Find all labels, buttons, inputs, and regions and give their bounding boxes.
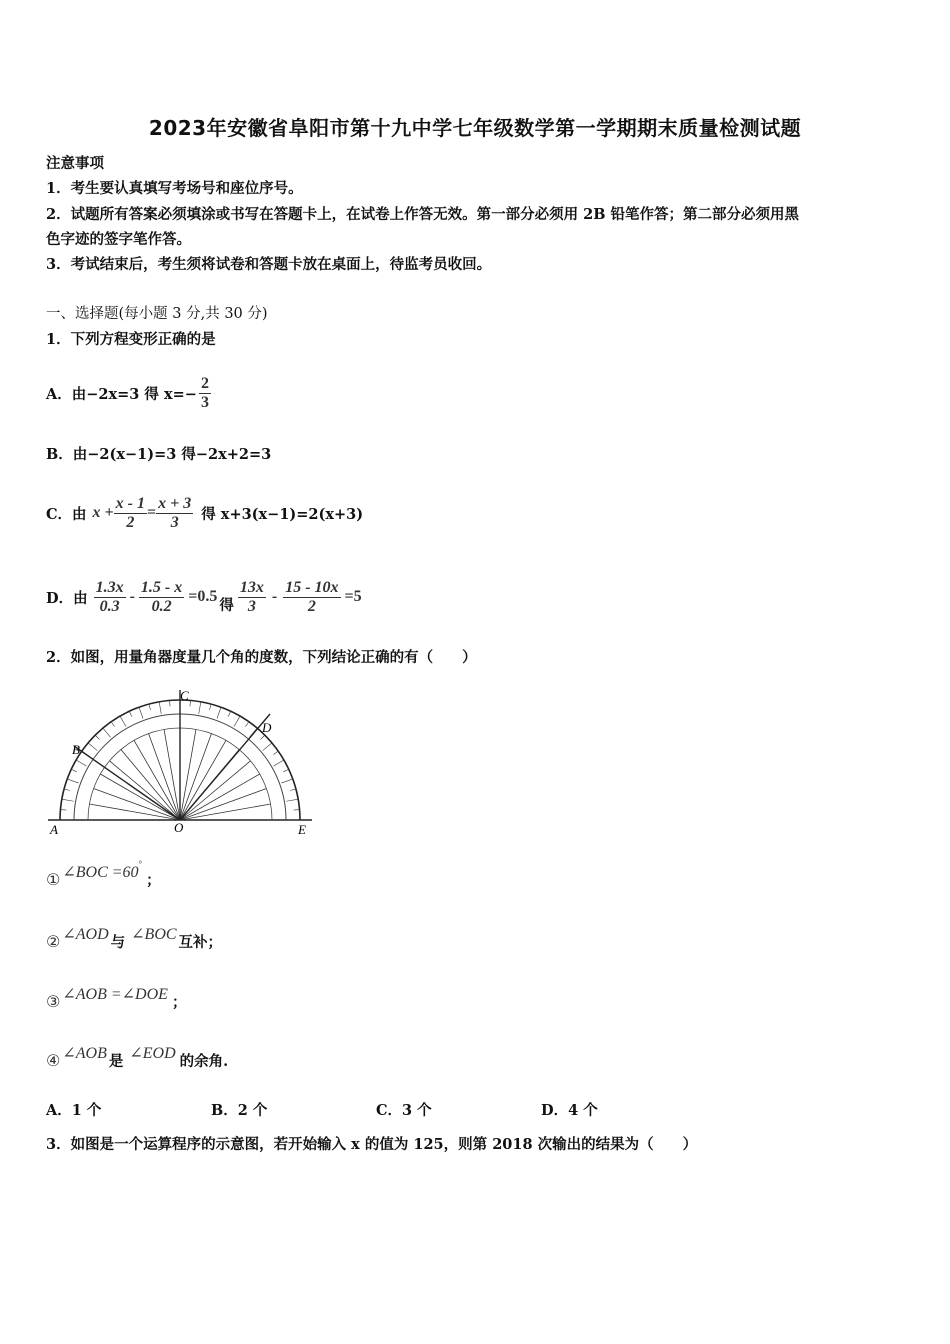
protractor-tick <box>67 779 78 783</box>
statement-tail: ； <box>146 871 161 889</box>
protractor-tick <box>95 735 99 739</box>
notice-item: 2．试题所有答案必须填涂或书写在答题卡上，在试卷上作答无效。第一部分必须用 2B 铅笔作答；第二部分必须用黑 <box>46 206 800 223</box>
q1-c-frac1 <box>114 495 147 532</box>
protractor-tick <box>120 716 126 726</box>
statement-mark: ③ <box>46 991 61 1011</box>
q1-b-label: B．由 <box>46 446 88 463</box>
statement-expr: ∠AOB =∠DOE <box>62 986 168 1003</box>
statement-mid: 与 <box>110 933 126 951</box>
label-b: B <box>72 742 80 757</box>
q1-c-label: C．由 <box>46 505 87 523</box>
statement-tail: 互补； <box>178 933 223 951</box>
protractor-tick <box>103 728 111 737</box>
question-1-stem: 1．下列方程变形正确的是 <box>46 331 216 348</box>
q1-d-minus1: - <box>129 588 135 605</box>
q1-d-frac2 <box>139 579 184 616</box>
q1-a-fraction <box>199 375 211 412</box>
protractor-tick <box>139 707 143 718</box>
q1-d-de: 得 <box>219 596 234 614</box>
statement-mark: ② <box>46 931 61 951</box>
notice-item: 色字迹的签字笔作答。 <box>46 231 191 248</box>
notice-heading: 注意事项 <box>46 155 104 172</box>
protractor-tick <box>261 735 265 739</box>
q2-option-b: B．2 个 <box>211 1102 268 1119</box>
protractor-tick <box>228 711 231 716</box>
q1-option-d <box>46 562 362 632</box>
protractor-tick <box>263 743 272 751</box>
q1-d-end: =5 <box>344 588 362 605</box>
q1-d-n2: 1.5 - x <box>140 578 183 596</box>
q2-option-c: C．3 个 <box>376 1102 432 1119</box>
page-title: 2023年安徽省阜阳市第十九中学七年级数学第一学期期末质量检测试题 <box>148 116 802 140</box>
statement-expr-2: ∠EOD <box>129 1045 176 1062</box>
q1-d-mid: =0.5 <box>188 588 218 605</box>
q2-statement-1 <box>46 859 161 896</box>
protractor-tick <box>64 789 70 791</box>
q1-c-pre: x + <box>92 504 114 521</box>
protractor-tick <box>71 769 76 772</box>
q2-statement-3 <box>46 984 186 1018</box>
q2-statement-2 <box>46 924 222 958</box>
q1-d-frac3 <box>238 579 266 616</box>
label-o: O <box>174 820 184 835</box>
protractor-tick <box>294 810 300 811</box>
q2-statement-4 <box>46 1043 228 1077</box>
protractor-tick <box>159 702 161 714</box>
protractor-tick <box>290 789 296 791</box>
statement-tail: ； <box>171 993 187 1011</box>
q1-a-label: A．由 <box>46 385 87 403</box>
statement-expr-2: ∠BOC <box>131 926 177 943</box>
q2-option-d: D．4 个 <box>541 1102 598 1119</box>
protractor-tick <box>199 702 201 714</box>
statement-mark: ① <box>46 869 61 889</box>
q1-c-n1: x - 1 <box>115 494 145 512</box>
question-2-stem: 2．如图，用量角器度量几个角的度数，下列结论正确的有（ ） <box>46 649 477 666</box>
statement-tail: 的余角. <box>179 1052 229 1070</box>
q1-d-n3: 13x <box>239 578 264 596</box>
protractor-drawing <box>48 690 312 820</box>
q1-a-den: 3 <box>200 393 209 411</box>
q1-a-eq: −2x=3 得 x=− <box>86 385 197 403</box>
section-heading: 一、选择题(每小题 3 分,共 30 分) <box>46 306 268 322</box>
protractor-tick <box>245 722 248 727</box>
protractor-tick <box>88 743 97 751</box>
q1-d-d3: 3 <box>238 597 266 616</box>
protractor-tick <box>283 769 288 772</box>
q1-d-minus2: - <box>271 588 278 605</box>
protractor-tick <box>274 760 284 766</box>
protractor-tick <box>234 716 240 726</box>
protractor-tick <box>217 707 221 718</box>
q1-d-d1: 0.3 <box>94 597 126 616</box>
label-c: C <box>180 688 189 703</box>
q1-d-frac1 <box>94 579 126 616</box>
label-a: A <box>50 822 58 837</box>
protractor-tick <box>129 711 132 716</box>
statement-expr-1: ∠AOD <box>62 926 109 943</box>
q1-c-n2: x + 3 <box>158 494 192 512</box>
protractor-tick <box>281 779 292 783</box>
statement-expr-1: ∠AOB <box>62 1045 107 1062</box>
protractor-tick <box>76 760 86 766</box>
q1-b-eq: −2(x−1)=3 得−2x+2=3 <box>87 446 272 463</box>
q1-option-a <box>46 358 211 428</box>
label-d: D <box>262 720 272 735</box>
question-3-stem: 3．如图是一个运算程序的示意图，若开始输入 x 的值为 125，则第 2018 次输出的结果为（ ） <box>46 1136 698 1153</box>
protractor-tick <box>210 704 212 710</box>
q1-c-frac2 <box>156 495 193 532</box>
q1-d-label: D．由 <box>46 589 88 607</box>
q1-a-num: 2 <box>200 374 209 392</box>
protractor-tick <box>60 810 66 811</box>
q1-d-n4: 15 - 10x <box>285 578 339 596</box>
statement-expr: ∠BOC =60 <box>62 864 139 881</box>
protractor-tick <box>62 799 74 801</box>
protractor-tick <box>170 700 171 706</box>
q1-d-n1: 1.3x <box>95 578 124 596</box>
q1-c-d2: 3 <box>156 513 193 532</box>
protractor-figure <box>44 684 316 840</box>
q1-d-d4: 2 <box>283 597 340 616</box>
q1-c-eqsign: = <box>147 504 157 521</box>
protractor-tick <box>190 700 191 706</box>
q1-d-frac4 <box>283 579 340 616</box>
q1-option-c <box>46 478 363 548</box>
q1-c-post: 得 x+3(x−1)=2(x+3) <box>201 505 364 523</box>
protractor-tick <box>273 751 278 754</box>
label-e: E <box>298 822 306 837</box>
notice-item: 3．考试结束后，考生须将试卷和答题卡放在桌面上，待监考员收回。 <box>46 256 492 273</box>
q1-option-b <box>46 443 271 464</box>
protractor-tick <box>286 799 298 801</box>
q1-d-d2: 0.2 <box>139 597 184 616</box>
q2-option-a: A．1 个 <box>46 1102 102 1119</box>
q1-c-d1: 2 <box>114 513 147 532</box>
degree-mark: ° <box>138 859 143 869</box>
notice-item: 1．考生要认真填写考场号和座位序号。 <box>46 180 303 197</box>
protractor-tick <box>149 704 151 710</box>
statement-mark: ④ <box>46 1050 61 1070</box>
statement-mid: 是 <box>108 1052 124 1070</box>
protractor-tick <box>111 722 114 727</box>
